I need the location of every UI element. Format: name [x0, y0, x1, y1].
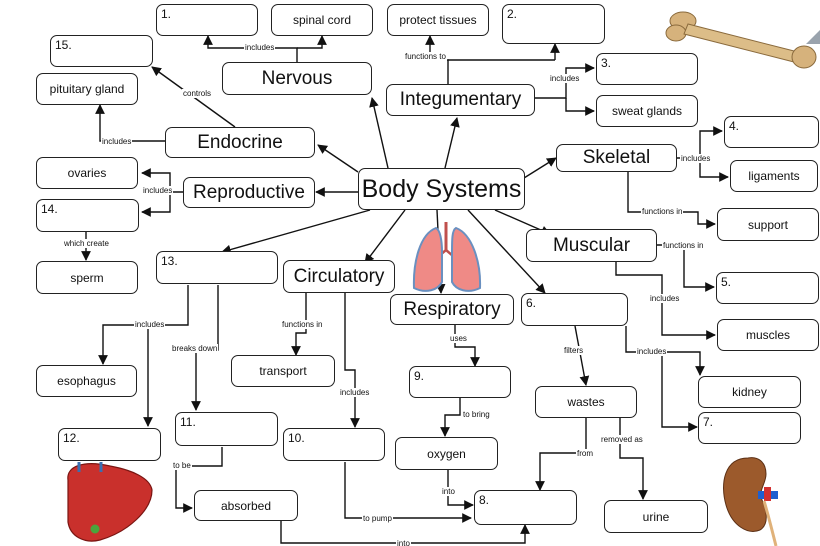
blank-13[interactable]: 13. — [156, 251, 278, 284]
link-label: filters — [564, 346, 584, 355]
link-label: to pump — [363, 514, 392, 523]
blank-12[interactable]: 12. — [58, 428, 161, 461]
link-label: includes — [102, 137, 132, 146]
oxygen-node: oxygen — [395, 437, 498, 470]
liver-icon — [68, 462, 152, 541]
blank-10[interactable]: 10. — [283, 428, 385, 461]
support-node: support — [717, 208, 819, 241]
sperm-node: sperm — [36, 261, 138, 294]
blank-7[interactable]: 7. — [698, 412, 801, 444]
blank-14[interactable]: 14. — [36, 199, 139, 232]
blank-6[interactable]: 6. — [521, 293, 628, 326]
blank-2[interactable]: 2. — [502, 4, 605, 44]
body-systems-node: Body Systems — [358, 168, 525, 210]
ligaments-node: ligaments — [730, 160, 818, 192]
integumentary-node: Integumentary — [386, 84, 535, 116]
blank-9[interactable]: 9. — [409, 366, 511, 398]
link-label: includes — [340, 388, 370, 397]
blank-5[interactable]: 5. — [716, 272, 819, 304]
link-label: includes — [637, 347, 667, 356]
link-label: includes — [681, 154, 711, 163]
blank-15[interactable]: 15. — [50, 35, 153, 67]
muscles-node: muscles — [717, 319, 819, 351]
link-label: removed as — [601, 435, 643, 444]
absorbed-node: absorbed — [194, 490, 298, 521]
nervous-node: Nervous — [222, 62, 372, 95]
esophagus-node: esophagus — [36, 365, 137, 397]
link-label: from — [577, 449, 593, 458]
link-label: includes — [650, 294, 680, 303]
endocrine-node: Endocrine — [165, 127, 315, 158]
blank-8[interactable]: 8. — [474, 490, 577, 525]
link-label: into — [442, 487, 455, 496]
link-label: to be — [173, 461, 191, 470]
link-label: functions in — [663, 241, 704, 250]
respiratory-node: Respiratory — [390, 294, 514, 325]
transport-node: transport — [231, 355, 335, 387]
link-label: includes — [135, 320, 165, 329]
muscular-node: Muscular — [526, 229, 657, 262]
link-label: controls — [183, 89, 212, 98]
lungs-icon — [414, 222, 480, 291]
link-label: to bring — [463, 410, 490, 419]
reproductive-node: Reproductive — [183, 177, 315, 208]
kidney-node: kidney — [698, 376, 801, 408]
blank-3[interactable]: 3. — [596, 53, 698, 85]
pituitary-gland-node: pituitary gland — [36, 73, 138, 105]
link-label: includes — [143, 186, 173, 195]
link-label: includes — [245, 43, 275, 52]
link-label: functions to — [405, 52, 446, 61]
kidney-icon — [724, 458, 778, 546]
sweat-glands-node: sweat glands — [596, 95, 698, 127]
urine-node: urine — [604, 500, 708, 533]
wastes-node: wastes — [535, 386, 637, 418]
circulatory-node: Circulatory — [283, 260, 395, 293]
link-label: functions in — [642, 207, 683, 216]
protect-tissues-node: protect tissues — [387, 4, 489, 36]
ovaries-node: ovaries — [36, 157, 138, 189]
link-label: includes — [550, 74, 580, 83]
blank-1[interactable]: 1. — [156, 4, 258, 36]
link-label: into — [397, 539, 410, 546]
link-label: which create — [64, 239, 109, 248]
spinal-cord-node: spinal cord — [271, 4, 373, 36]
blank-4[interactable]: 4. — [724, 116, 819, 148]
link-label: functions in — [282, 320, 323, 329]
link-label: breaks down — [172, 344, 218, 353]
skeletal-node: Skeletal — [556, 144, 677, 172]
link-label: uses — [450, 334, 467, 343]
blank-11[interactable]: 11. — [175, 412, 278, 446]
